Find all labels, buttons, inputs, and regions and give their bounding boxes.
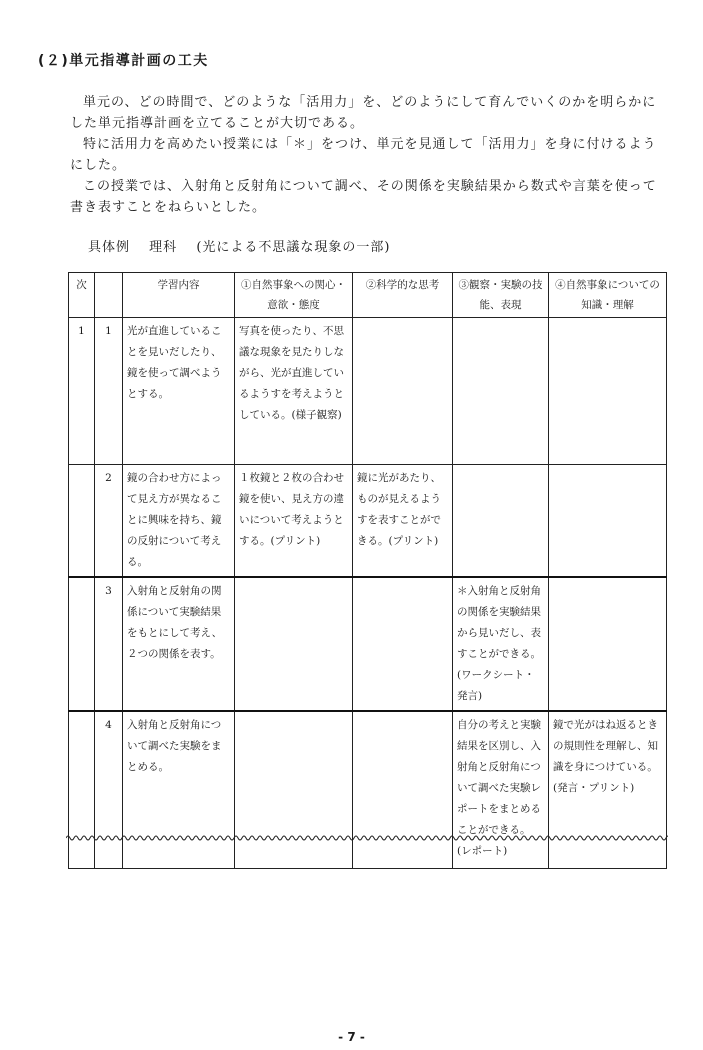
cell-knowledge bbox=[549, 465, 667, 578]
page-number: - 7 - bbox=[338, 1030, 365, 1044]
table-row bbox=[69, 577, 667, 711]
cell-skill: ＊入射角と反射角の関係を実験結果から見いだし、表すことができる。(ワークシート・発言) bbox=[453, 577, 549, 711]
cell-no: 1 bbox=[95, 318, 123, 465]
header-thinking: ②科学的な思考 bbox=[353, 273, 453, 318]
example-caption bbox=[88, 236, 404, 255]
cell-no: 3 bbox=[95, 577, 123, 711]
cell-interest bbox=[235, 577, 353, 711]
cell-content: 光が直進していることを見いだしたり、鏡を使って調べようとする。 bbox=[123, 318, 235, 465]
cell-skill bbox=[453, 465, 549, 578]
header-knowledge: ④自然事象についての知識・理解 bbox=[549, 273, 667, 318]
cell-interest: １枚鏡と２枚の合わせ鏡を使い、見え方の違いについて考えようとする。(プリント) bbox=[235, 465, 353, 578]
cell-ji bbox=[69, 465, 95, 578]
table-header-row bbox=[69, 273, 667, 318]
cell-knowledge: 鏡で光がはね返るときの規則性を理解し、知識を身につけている。(発言・プリント) bbox=[549, 711, 667, 869]
header-no bbox=[95, 273, 123, 318]
example-label: 具体例 bbox=[88, 240, 131, 255]
cell-knowledge bbox=[549, 318, 667, 465]
cell-ji bbox=[69, 577, 95, 711]
header-skill: ③観察・実験の技能、表現 bbox=[453, 273, 549, 318]
paragraph-3: この授業では、入射角と反射角について調べ、その関係を実験結果から数式や言葉を使って書き表すことをねらいとした。 bbox=[70, 179, 657, 215]
paragraph-1: 単元の、どの時間で、どのような「活用力」を、どのようにして育んでいくのかを明らかにした単元指導計画を立てることが大切である。 bbox=[70, 95, 657, 131]
example-subject: 理科 bbox=[149, 240, 178, 255]
cell-content: 鏡の合わせ方によって見え方が異なることに興味を持ち、鏡の反射について考える。 bbox=[123, 465, 235, 578]
table-row bbox=[69, 465, 667, 578]
unit-plan-table bbox=[68, 272, 667, 869]
cell-thinking bbox=[353, 318, 453, 465]
cell-no: 2 bbox=[95, 465, 123, 578]
header-interest: ①自然事象への関心・意欲・態度 bbox=[235, 273, 353, 318]
cut-line-wave bbox=[66, 834, 668, 846]
cell-interest: 写真を使ったり、不思議な現象を見たりしながら、光が直進しているようすを考えようとしている。(様子観察) bbox=[235, 318, 353, 465]
cell-thinking: 鏡に光があたり、ものが見えるようすを表すことができる。(プリント) bbox=[353, 465, 453, 578]
example-unit: (光による不思議な現象の一部) bbox=[196, 240, 391, 255]
cell-ji: 1 bbox=[69, 318, 95, 465]
header-ji: 次 bbox=[69, 273, 95, 318]
cell-skill: 自分の考えと実験結果を区別し、入射角と反射角について調べた実験レポートをまとめることができる。(レポート) bbox=[453, 711, 549, 869]
cell-content: 入射角と反射角の関係について実験結果をもとにして考え、２つの関係を表す。 bbox=[123, 577, 235, 711]
cell-skill bbox=[453, 318, 549, 465]
section-heading: (２)単元指導計画の工夫 bbox=[38, 53, 209, 69]
table-row bbox=[69, 318, 667, 465]
cell-thinking bbox=[353, 577, 453, 711]
cell-knowledge bbox=[549, 577, 667, 711]
intro-paragraphs bbox=[70, 92, 670, 218]
cell-content: 入射角と反射角について調べた実験をまとめる。 bbox=[123, 711, 235, 869]
header-content: 学習内容 bbox=[123, 273, 235, 318]
paragraph-2: 特に活用力を高めたい授業には「＊」をつけ、単元を見通して「活用力」を身に付けるようにした。 bbox=[70, 137, 657, 173]
cell-no: 4 bbox=[95, 711, 123, 869]
